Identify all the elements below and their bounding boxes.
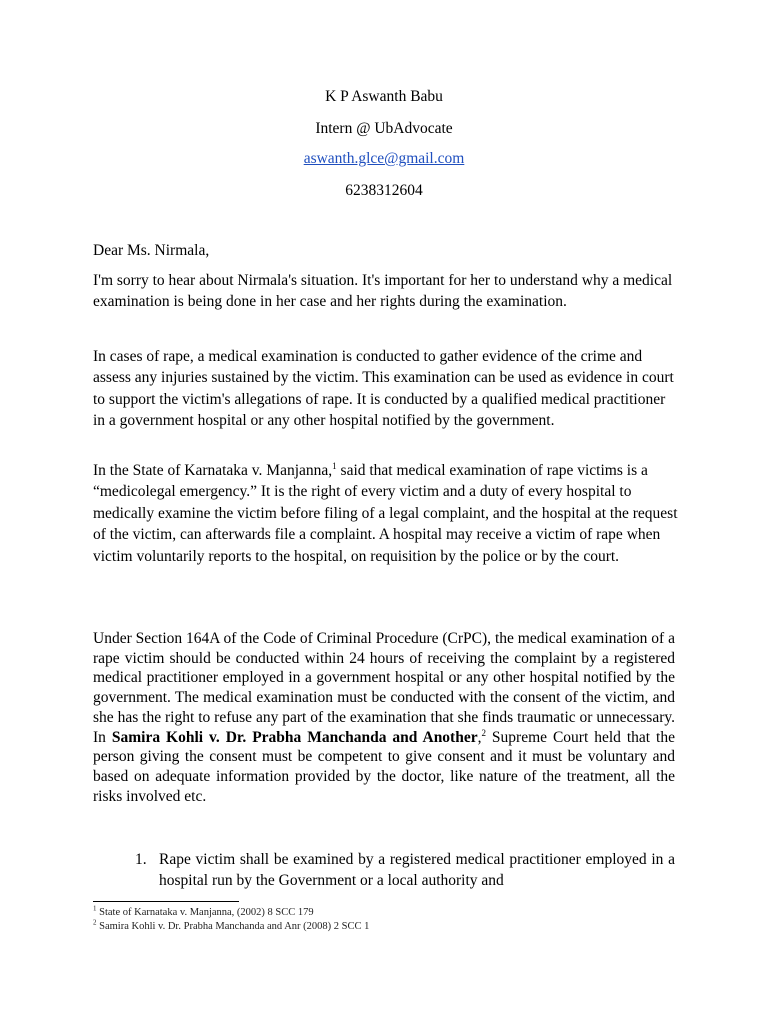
salutation: Dear Ms. Nirmala,: [93, 242, 210, 259]
case-name-samira-kohli: Samira Kohli v. Dr. Prabha Manchanda and Another: [111, 728, 478, 746]
list-item: Rape victim shall be examined by a registered medical practitioner employed in a hospital run by the Government or a local authority and: [159, 851, 675, 889]
footnote-1-text: State of Karnataka v. Manjanna, (2002) 8 SCC 179: [96, 907, 314, 918]
author-name: K P Aswanth Babu: [325, 88, 443, 105]
footnote-2-text: Samira Kohli v. Dr. Prabha Manchanda and Anr (2008) 2 SCC 1: [96, 921, 370, 932]
paragraph-intro: I'm sorry to hear about Nirmala's situation. It's important for her to understand why a medical examination is being done in her case and her rights during the examination.: [93, 272, 673, 311]
case-comma: ,: [477, 728, 482, 746]
footnote-separator: [93, 901, 239, 902]
author-email-link[interactable]: aswanth.glce@gmail.com: [303, 150, 465, 167]
author-role: Intern @ UbAdvocate: [315, 120, 453, 137]
footnote-ref-1: 1: [332, 460, 337, 471]
manjanna-text-end: said that medical examination of rape victims is a “medicolegal emergency.” It is the right of every victim and a duty of every hospital to medically examine the victim before filing of a legal complaint, and the hospital at the request of the victim, can afterwards file a complaint. A hospital may receive a victim of rape when victim voluntarily reports to the hospital, on requisition by the police or by the court.: [93, 462, 678, 565]
list-item-number: 1.: [135, 851, 147, 868]
paragraph-medical-exam: In cases of rape, a medical examination is conducted to gather evidence of the crime and assess any injuries sustained by the victim. This examination can be used as evidence in court to support the victim's allegations of rape. It is conducted by a qualified medical practitioner in a government hospital or any other hospital notified by the government.: [93, 348, 674, 430]
section-164a-text: Under Section 164A of the Code of Criminal Procedure (CrPC), the medical examination of a rape victim should be conducted within 24 hours of receiving the complaint by a registered medical practitioner employed in a government hospital or any other hospital notified by the government. The medical examination must be conducted with the consent of the victim, and she has the right to refuse any part of the examination that she finds traumatic or unnecessary. In: [93, 630, 675, 746]
footnote-2-number: 2: [93, 918, 97, 927]
supreme-court-text: Supreme Court held that the person giving the consent must be competent to give consent and it must be voluntary and based on adequate information provided by the doctor, like nature of the treatment, all the risks involved etc.: [93, 728, 675, 805]
numbered-list: [135, 849, 675, 891]
manjanna-text-start: In the State of Karnataka v. Manjanna,: [93, 462, 333, 479]
author-phone: 6238312604: [345, 182, 423, 199]
footnote-2: [93, 918, 370, 932]
paragraph-section-164a: [93, 629, 675, 806]
footnote-1: [93, 904, 314, 918]
paragraph-manjanna: [93, 460, 678, 567]
footnote-1-number: 1: [93, 904, 97, 913]
footnote-ref-2: 2: [481, 727, 486, 738]
